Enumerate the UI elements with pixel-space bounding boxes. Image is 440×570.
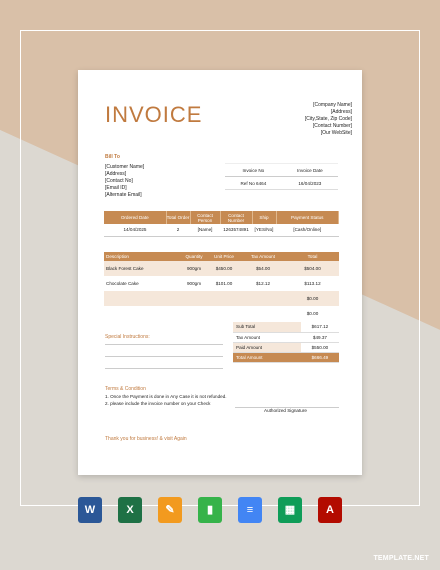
company-name: [Company Name] [313, 102, 352, 108]
company-info [305, 102, 352, 137]
items-header: Description [104, 252, 180, 261]
divider [105, 344, 223, 345]
order-cell: [YES/No] [252, 224, 276, 236]
tax-label: Tax Amount [233, 332, 301, 342]
table-row [233, 342, 339, 352]
item-cell: 900gm [186, 281, 202, 286]
item-cell: $0.00 [306, 311, 319, 316]
items-header: Unit Price [208, 252, 240, 261]
order-cell: [Cash/Online] [276, 224, 339, 236]
bill-to-details [105, 164, 144, 199]
order-header: Total Order [166, 211, 190, 224]
thank-you-note: Thank you for business! & visit Again [105, 436, 187, 442]
table-row [104, 224, 339, 236]
divider [105, 368, 223, 369]
items-header: Tax Amount [240, 252, 286, 261]
order-cell: [Name] [190, 224, 220, 236]
table-row [104, 306, 339, 321]
term-item: 2. please include the invoice number on your Check [105, 401, 211, 406]
google-sheets-icon[interactable]: ▦ [278, 497, 302, 523]
pdf-icon[interactable]: A [318, 497, 342, 523]
customer-address: [Address] [105, 171, 127, 177]
item-cell [180, 306, 208, 321]
numbers-icon[interactable]: ▮ [198, 497, 222, 523]
invoice-no-header: Invoice No [225, 164, 282, 177]
invoice-title: INVOICE [105, 102, 203, 127]
item-cell: $54.00 [240, 261, 286, 276]
invoice-date-value: 16/04/2023 [282, 177, 338, 190]
item-cell [240, 306, 286, 321]
item-cell [104, 306, 180, 321]
term-item: 1. Once the Payment is done in Any Case it is not refunded. [105, 394, 227, 399]
invoice-no-value: Ref No 6464 [225, 177, 282, 190]
customer-name: [Customer Name] [105, 164, 145, 170]
item-cell: $101.00 [215, 281, 233, 286]
order-table [104, 211, 339, 237]
excel-icon[interactable]: X [118, 497, 142, 523]
order-header: Contact Number [220, 211, 252, 224]
order-header: Contact Person [190, 211, 220, 224]
company-city: [City,State, Zip Code] [304, 116, 352, 122]
pages-icon[interactable]: ✎ [158, 497, 182, 523]
items-header: Quantity [180, 252, 208, 261]
order-header: Ordered Date [104, 211, 166, 224]
subtotal-label: Sub Total [233, 322, 301, 332]
item-cell [240, 291, 286, 306]
company-contact: [Contact Number] [312, 123, 352, 129]
divider [105, 356, 223, 357]
order-cell: 2 [166, 224, 190, 236]
item-cell [180, 291, 208, 306]
special-instructions-label: Special Instructions: [105, 334, 150, 340]
terms-list [105, 393, 227, 407]
company-address: [Address] [330, 109, 352, 115]
order-cell: 14/04/2025 [104, 224, 166, 236]
tax-value: $49.37 [301, 332, 339, 342]
table-row [104, 276, 339, 291]
customer-contact: [Contact No] [105, 178, 133, 184]
terms-title: Terms & Condition [105, 386, 146, 392]
item-cell: $450.00 [208, 261, 240, 276]
table-row [233, 352, 339, 362]
total-value: $666.49 [301, 352, 339, 362]
subtotal-value: $617.12 [301, 322, 339, 332]
paid-value: $550.00 [301, 342, 339, 352]
order-header: Ship [252, 211, 276, 224]
item-cell: 900gm [180, 261, 208, 276]
item-cell [208, 306, 240, 321]
invoice-page [78, 70, 362, 475]
item-cell: $504.00 [286, 261, 339, 276]
item-cell: $113.12 [304, 281, 321, 286]
item-cell [104, 291, 180, 306]
invoice-number-table [225, 163, 338, 190]
items-table [104, 252, 339, 321]
bill-to-label: Bill To [105, 154, 120, 160]
customer-email: [Email ID] [105, 185, 127, 191]
items-header: Total [286, 252, 339, 261]
signature-label: Authorized Signature [264, 408, 307, 413]
item-cell [208, 291, 240, 306]
item-cell: $12.12 [255, 281, 271, 286]
company-website: [Our WebSite] [320, 130, 352, 136]
table-row [233, 322, 339, 332]
table-row [104, 291, 339, 306]
word-icon[interactable]: W [78, 497, 102, 523]
brand-watermark: TEMPLATE.NET [373, 555, 429, 562]
table-row [233, 332, 339, 342]
item-cell: Black Forest Cake [104, 261, 180, 276]
total-label: Total Amount [233, 352, 301, 362]
invoice-date-header: Invoice Date [282, 164, 338, 177]
item-cell: $0.00 [286, 291, 339, 306]
item-cell: Chocolate Cake [106, 281, 139, 286]
customer-alt-email: [Alternate Email] [105, 192, 142, 198]
order-header: Payment Status [276, 211, 339, 224]
totals-table [233, 322, 339, 363]
order-cell: 1263574891 [220, 224, 252, 236]
paid-label: Paid Amount [233, 342, 301, 352]
app-icons-row [78, 497, 342, 523]
table-row [104, 261, 339, 276]
google-docs-icon[interactable]: ≡ [238, 497, 262, 523]
